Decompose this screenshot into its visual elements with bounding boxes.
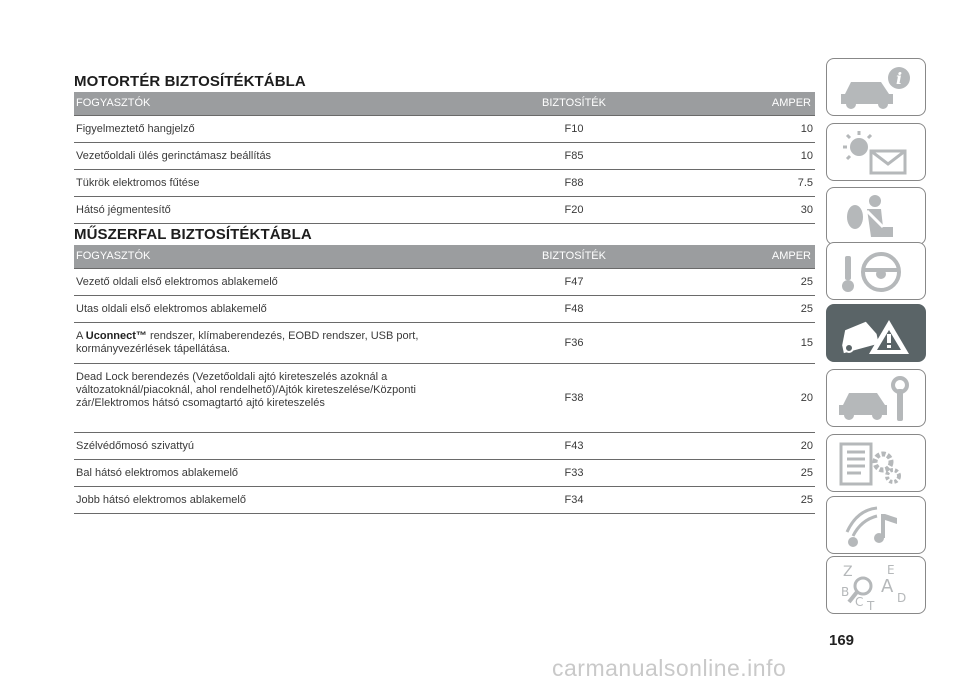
table-header <box>74 245 815 268</box>
amp-cell: 15 <box>800 337 813 349</box>
chapter-tab-car-info[interactable] <box>826 58 926 116</box>
chapter-tab-technical-data[interactable] <box>826 434 926 492</box>
engine-fuse-table <box>74 92 815 224</box>
index-letter: E <box>887 563 895 577</box>
chapter-tab-emergency[interactable] <box>826 304 926 362</box>
table-row <box>74 115 815 143</box>
index-letter: T <box>867 599 875 612</box>
consumer-cell: Hátsó jégmentesítő <box>76 204 171 216</box>
chapter-tab-index[interactable] <box>826 556 926 614</box>
chapter-tab-maintenance[interactable] <box>826 369 926 427</box>
header-amper: AMPER <box>771 250 811 262</box>
car-info-icon <box>837 64 917 112</box>
dashboard-fuse-table <box>74 245 815 514</box>
fuse-cell: F33 <box>564 467 584 479</box>
table-row <box>74 323 815 364</box>
table-row <box>74 364 815 433</box>
index-letter: Z <box>843 564 853 580</box>
consumer-cell: Dead Lock berendezés (Vezetőoldali ajtó kireteszelés azoknál a változatoknál/piacoknál, ahol rendelhető)/Ajtók kireteszelése/Központi zár/Elektromos hátsó csomagtartó ajtó kireteszelés <box>76 371 416 409</box>
table-row <box>74 460 815 487</box>
fuse-cell: F43 <box>564 440 584 452</box>
header-fuse: BIZTOSÍTÉK <box>542 97 606 109</box>
technical-data-gear-icon <box>837 440 917 488</box>
table-header <box>74 92 815 115</box>
consumer-cell: Vezetőoldali ülés gerinctámasz beállítás <box>76 150 272 162</box>
fuse-cell: F47 <box>564 276 584 288</box>
fuse-cell: F88 <box>564 177 584 189</box>
amp-cell: 10 <box>800 123 813 135</box>
consumer-text: rendszer, klímaberendezés, EOBD rendszer, USB port, kormányvezérlések tápellátása. <box>76 330 419 355</box>
warning-lights-message-icon <box>837 129 917 177</box>
chapter-tab-safety[interactable] <box>826 187 926 245</box>
fuse-cell: F20 <box>564 204 584 216</box>
amp-cell: 25 <box>800 494 813 506</box>
table-row <box>74 170 815 197</box>
consumer-cell: Bal hátsó elektromos ablakemelő <box>76 467 239 479</box>
car-service-wrench-icon <box>837 375 917 423</box>
table-row <box>74 197 815 224</box>
consumer-cell: Utas oldali első elektromos ablakemelő <box>76 303 267 315</box>
amp-cell: 20 <box>800 392 813 404</box>
svg-text:i: i <box>896 69 903 88</box>
fuse-cell: F38 <box>564 392 584 404</box>
header-amper: AMPER <box>771 97 811 109</box>
fuse-cell: F36 <box>564 337 584 349</box>
breakdown-warning-icon <box>837 310 917 358</box>
amp-cell: 25 <box>800 303 813 315</box>
amp-cell: 30 <box>800 204 813 216</box>
amp-cell: 20 <box>800 440 813 452</box>
table-row <box>74 433 815 460</box>
header-consumers: FOGYASZTÓK <box>76 250 151 262</box>
page-number: 169 <box>829 632 855 649</box>
consumer-prefix: A <box>76 330 86 342</box>
fuse-cell: F48 <box>564 303 584 315</box>
fuse-cell: F10 <box>564 123 584 135</box>
consumer-cell: Figyelmeztető hangjelző <box>76 123 195 135</box>
consumer-cell: Jobb hátsó elektromos ablakemelő <box>76 494 246 506</box>
index-letter: D <box>897 591 907 605</box>
chapter-tab-warning-lights[interactable] <box>826 123 926 181</box>
amp-cell: 7.5 <box>797 177 813 189</box>
table-row <box>74 268 815 296</box>
key-steering-wheel-icon <box>837 248 917 296</box>
chapter-tab-multimedia[interactable] <box>826 496 926 554</box>
table-row <box>74 487 815 514</box>
uconnect-brand: Uconnect™ <box>85 330 147 342</box>
header-consumers: FOGYASZTÓK <box>76 97 151 109</box>
index-letter: C <box>855 595 864 609</box>
alphabetical-index-icon <box>837 562 917 612</box>
consumer-cell: Tükrök elektromos fűtése <box>76 177 200 189</box>
index-letter: A <box>881 576 894 597</box>
section-title-dashboard-fuse-box: MŰSZERFAL BIZTOSÍTÉKTÁBLA <box>74 226 312 243</box>
seat-airbag-icon <box>837 193 917 241</box>
chapter-tab-starting-driving[interactable] <box>826 242 926 300</box>
fuse-cell: F85 <box>564 150 584 162</box>
multimedia-music-icon <box>837 502 917 550</box>
consumer-cell <box>76 330 426 356</box>
table-row <box>74 296 815 323</box>
index-letter: B <box>841 585 850 599</box>
table-row <box>74 143 815 170</box>
section-title-engine-fuse-box: MOTORTÉR BIZTOSÍTÉKTÁBLA <box>74 73 306 90</box>
consumer-cell: Szélvédőmosó szivattyú <box>76 440 194 452</box>
fuse-cell: F34 <box>564 494 584 506</box>
amp-cell: 10 <box>800 150 813 162</box>
header-fuse: BIZTOSÍTÉK <box>542 250 606 262</box>
amp-cell: 25 <box>800 467 813 479</box>
watermark: carmanualsonline.info <box>552 655 787 681</box>
amp-cell: 25 <box>800 276 813 288</box>
consumer-cell: Vezető oldali első elektromos ablakemelő <box>76 276 278 288</box>
